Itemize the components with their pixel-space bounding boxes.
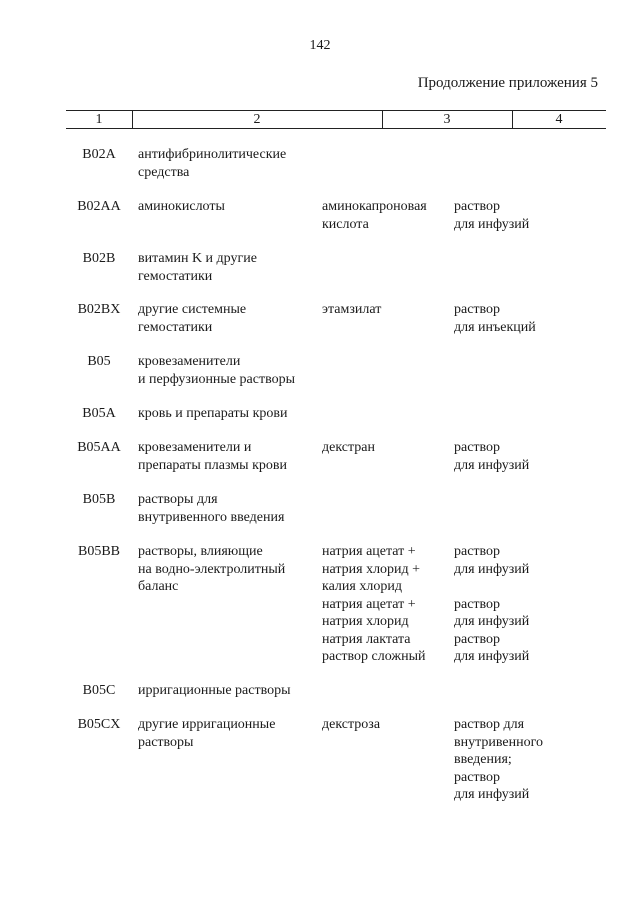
- anatomical-therapeutic-group: растворы, влияющие на водно-электролитный баланс: [138, 544, 286, 594]
- anatomical-therapeutic-group: другие системные гемостатики: [138, 302, 247, 335]
- atc-code: B02AA: [77, 199, 121, 214]
- atc-code: B05B: [82, 492, 116, 507]
- dosage-form: раствор для инфузий раствор для инфузий раствор для инфузий: [454, 544, 530, 664]
- atc-code: B05A: [82, 406, 116, 421]
- atc-code: B05AA: [77, 440, 121, 455]
- atc-code: B02BX: [77, 302, 121, 317]
- anatomical-therapeutic-group: растворы для внутривенного введения: [138, 492, 285, 525]
- dosage-form: раствор для инъекций: [454, 302, 536, 335]
- anatomical-therapeutic-group: витамин K и другие гемостатики: [138, 251, 257, 284]
- drug-name: натрия ацетат + натрия хлорид + калия хлорид натрия ацетат + натрия хлорид натрия лактата раствор сложный: [322, 544, 426, 664]
- anatomical-therapeutic-group: кровезаменители и препараты плазмы крови: [138, 440, 287, 473]
- anatomical-therapeutic-group: антифибринолитические средства: [138, 147, 287, 180]
- drug-name: этамзилат: [322, 302, 382, 317]
- table-header: [66, 110, 606, 129]
- drug-name: декстроза: [322, 717, 381, 732]
- atc-code: B05: [87, 354, 111, 369]
- anatomical-therapeutic-group: аминокислоты: [138, 199, 225, 214]
- dosage-form: раствор для инфузий: [454, 199, 530, 232]
- drug-name: аминокапроновая кислота: [322, 199, 427, 232]
- column-header-3: 3: [382, 111, 513, 128]
- dosage-form: раствор для внутривенного введения; раствор для инфузий: [454, 717, 544, 802]
- column-header-4: 4: [555, 112, 563, 127]
- anatomical-therapeutic-group: другие ирригационные растворы: [138, 717, 276, 750]
- page-number: 142: [309, 38, 331, 53]
- column-header-2: 2: [132, 111, 383, 128]
- drug-name: декстран: [322, 440, 375, 455]
- dosage-form: раствор для инфузий: [454, 440, 530, 473]
- atc-code: B05C: [82, 683, 116, 698]
- anatomical-therapeutic-group: кровезаменители и перфузионные растворы: [138, 354, 296, 387]
- appendix-continuation-title: Продолжение приложения 5: [417, 75, 598, 91]
- anatomical-therapeutic-group: кровь и препараты крови: [138, 406, 288, 421]
- atc-code: B05BB: [77, 544, 120, 559]
- atc-code: B05CX: [77, 717, 121, 732]
- atc-code: B02B: [82, 251, 116, 266]
- column-header-1: 1: [66, 111, 133, 128]
- atc-code: B02A: [82, 147, 116, 162]
- anatomical-therapeutic-group: ирригационные растворы: [138, 683, 291, 698]
